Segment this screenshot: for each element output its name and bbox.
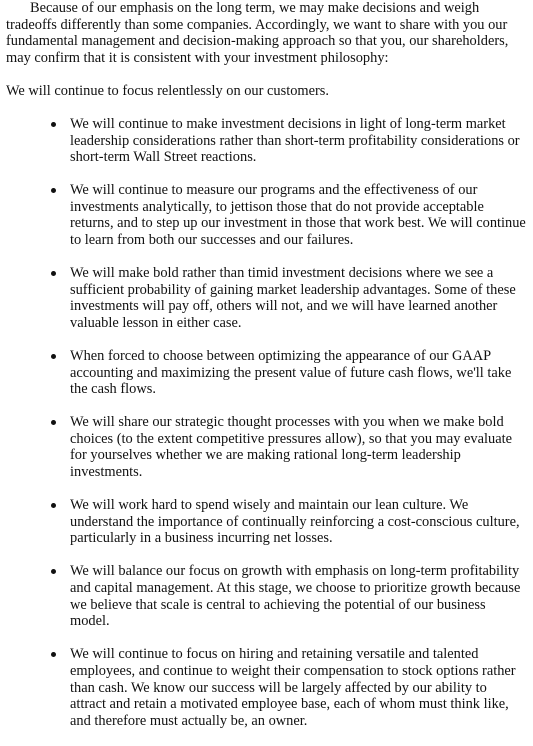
list-item-text: We will continue to measure our programs and the effectiveness of our investments analytically, to jettison those that do not provide acceptable returns, and to step up our investment in those that work best. We will continue to learn from both our successes and our failures. bbox=[70, 182, 526, 249]
bullet-icon bbox=[51, 569, 56, 574]
list-item-text: We will continue to focus on hiring and retaining versatile and talented employees, and continue to weight their compensation to stock options rather than cash. We know our success will be largely affected by our ability to attract and retain a motivated employee base, each of whom must think like, and therefore must actually be, an owner. bbox=[70, 646, 516, 729]
bullet-icon bbox=[51, 652, 56, 657]
list-item bbox=[6, 265, 526, 331]
list-item-text: We will work hard to spend wisely and maintain our lean culture. We understand the importance of continually reinforcing a cost-conscious culture, particularly in a business incurring net losses. bbox=[70, 497, 520, 547]
list-item bbox=[6, 116, 526, 166]
list-item bbox=[6, 348, 526, 398]
bullet-icon bbox=[51, 188, 56, 193]
principles-list bbox=[6, 116, 526, 729]
bullet-icon bbox=[51, 271, 56, 276]
bullet-icon bbox=[51, 354, 56, 359]
list-item-text: We will make bold rather than timid investment decisions where we see a sufficient probability of gaining market leadership advantages. Some of these investments will pay off, others will not, and we will have learned another valuable lesson in either case. bbox=[70, 265, 516, 331]
list-item bbox=[6, 646, 526, 729]
list-item bbox=[6, 497, 526, 547]
list-item-text: We will balance our focus on growth with emphasis on long-term profitability and capital management. At this stage, we choose to prioritize growth because we believe that scale is central to achieving the potential of our business model. bbox=[70, 563, 521, 630]
intro-paragraph: Because of our emphasis on the long term, we may make decisions and weigh tradeoffs differently than some companies. Accordingly, we want to share with you our fundamental management and decision-making approach so that you, our shareholders, may confirm that it is consistent with your investment philosophy: bbox=[6, 0, 509, 66]
list-item-text: We will share our strategic thought processes with you when we make bold choices (to the extent competitive pressures allow), so that you may evaluate for yourselves whether we are making rational long-term leadership investments. bbox=[70, 414, 512, 481]
bullet-icon bbox=[51, 503, 56, 508]
list-item bbox=[6, 182, 526, 248]
document-page bbox=[6, 0, 526, 746]
list-item bbox=[6, 414, 526, 480]
lead-statement: We will continue to focus relentlessly on our customers. bbox=[6, 83, 329, 100]
list-item-text: When forced to choose between optimizing the appearance of our GAAP accounting and maximizing the present value of future cash flows, we'll take the cash flows. bbox=[70, 348, 512, 398]
bullet-icon bbox=[51, 122, 56, 127]
bullet-icon bbox=[51, 420, 56, 425]
list-item-text: We will continue to make investment decisions in light of long-term market leadership considerations rather than short-term profitability considerations or short-term Wall Street reactions. bbox=[70, 115, 520, 166]
list-item bbox=[6, 563, 526, 629]
